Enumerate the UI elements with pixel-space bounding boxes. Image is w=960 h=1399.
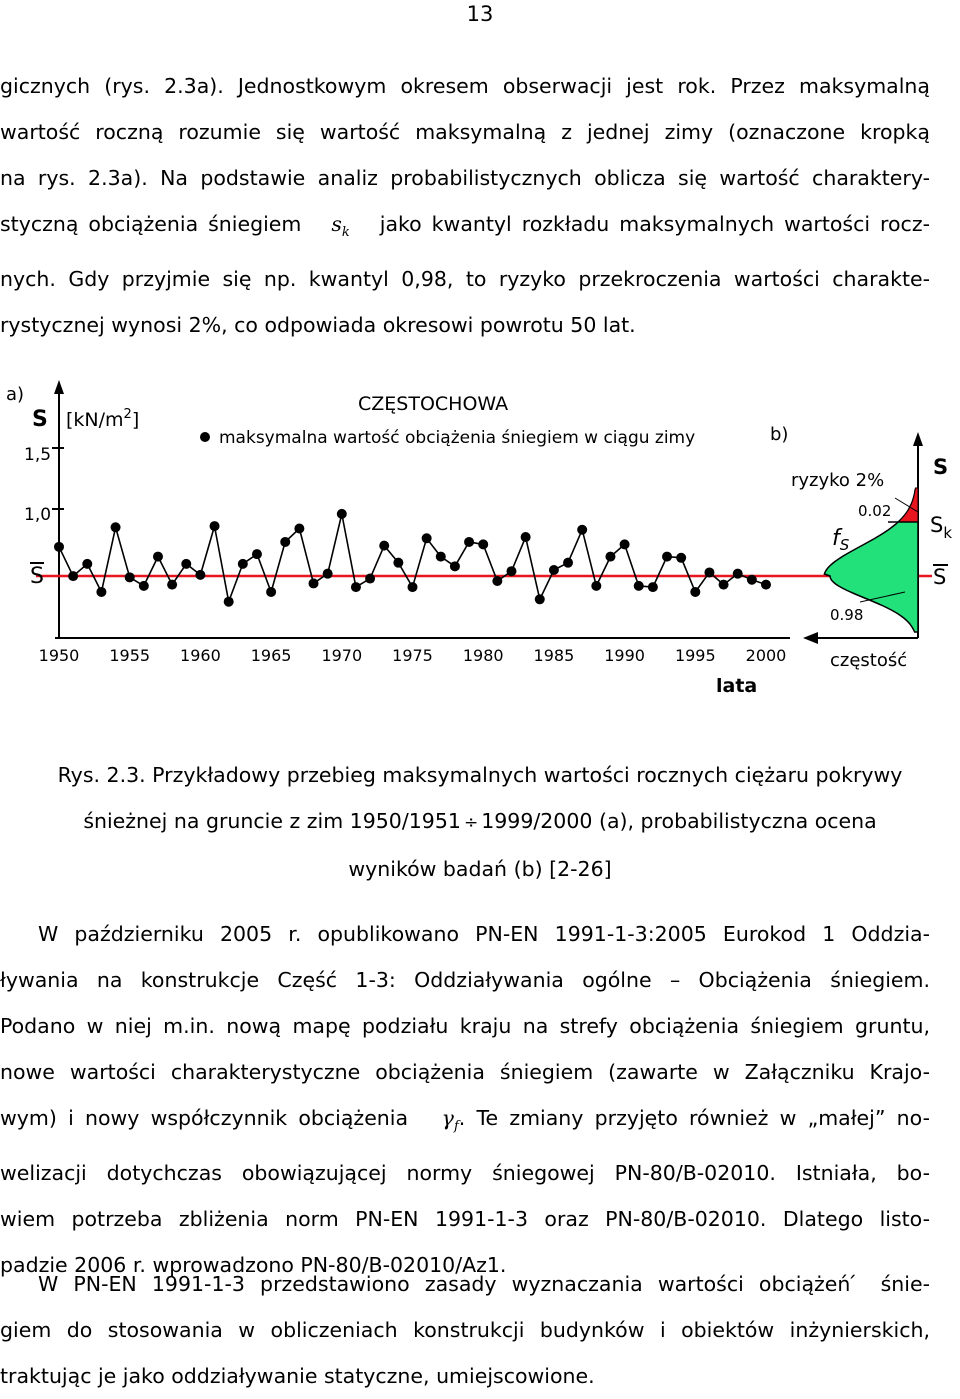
y-tick-label: 1,0 [24, 505, 52, 525]
legend-marker [200, 432, 210, 442]
text-line: nowe wartości charakterystyczne obciążenia śniegiem (zawarte w Załączniku Krajo- [0, 1060, 930, 1084]
text-line: wartość roczną rozumie się wartość maksymalną z jednej zimy (oznaczone kropką [0, 120, 930, 144]
text-line [0, 201, 930, 256]
data-point [309, 578, 319, 588]
x-tick-label: 2000 [745, 646, 787, 665]
svg-text:S: S [30, 564, 44, 589]
chart-marks [36, 380, 932, 665]
data-point [436, 552, 446, 562]
svg-text:S: S [933, 565, 947, 589]
right-sk-label: $S_k$ [930, 513, 953, 542]
data-point [690, 587, 700, 597]
text-line: ływania na konstrukcje Część 1-3: Oddziaływania ogólne – Obciążenia śniegiem. [0, 968, 930, 992]
data-point [379, 541, 389, 551]
caption-line: śnieżnej na gruncie z zim 1950/1951 ÷ 1999/2000 (a), probabilistyczna ocena [83, 809, 877, 833]
symbol-gamma: γ [441, 1106, 454, 1130]
text-fragment: . Te zmiany przyjęto również w „małej” no- [458, 1106, 930, 1130]
data-point [408, 582, 418, 592]
page-number: 13 [466, 2, 494, 26]
text-line: na rys. 2.3a). Na podstawie analiz probabilistycznych oblicza się wartość charaktery- [0, 166, 930, 190]
tail-fill [898, 488, 918, 522]
data-point [195, 570, 205, 580]
x-tick-label: 1955 [109, 646, 151, 665]
data-point [111, 522, 121, 532]
caption-line: Rys. 2.3. Przykładowy przebieg maksymalnych wartości rocznych ciężaru pokrywy [57, 763, 903, 787]
data-point [323, 569, 333, 579]
data-point [605, 552, 615, 562]
x-tick-label: 1970 [321, 646, 363, 665]
panel-b-label: b) [770, 424, 789, 445]
data-point [96, 587, 106, 597]
text-line: gicznych (rys. 2.3a). Jednostkowym okresem obserwacji jest rok. Przez maksymalną [0, 74, 930, 98]
data-point [761, 580, 771, 590]
y-axis-arrow [54, 380, 64, 394]
data-point [492, 576, 502, 586]
density-label: $f_S$ [832, 526, 850, 554]
data-point [224, 597, 234, 607]
data-point [393, 558, 403, 568]
data-point [521, 532, 531, 542]
y-axis-unit: $[kN/m^2]$ [66, 407, 140, 431]
text-line: traktując je jako oddziaływanie statyczne, umiejscowione. [0, 1364, 595, 1388]
data-point [210, 521, 220, 531]
data-point [351, 582, 361, 592]
text-line: giem do stosowania w obliczeniach konstrukcji budynków i obiektów inżynierskich, [0, 1318, 930, 1342]
data-point [662, 552, 672, 562]
symbol-subscript: f [453, 1119, 459, 1135]
x-tick-label: 1960 [180, 646, 221, 665]
frequency-label: częstość [830, 650, 908, 671]
x-tick-label: 1950 [38, 646, 80, 665]
risk-label: ryzyko 2% [791, 470, 885, 491]
data-point [535, 594, 545, 604]
text-fragment: jako kwantyl rozkładu maksymalnych wartości rocz- [379, 212, 930, 236]
text-line: welizacji dotychczas obowiązującej normy śniegowej PN-80/B-02010. Istniała, bo- [0, 1161, 930, 1186]
data-point [294, 524, 304, 534]
y-axis-mean-label [30, 563, 44, 589]
chart-svg [0, 370, 960, 710]
data-point [620, 539, 630, 549]
data-point [591, 581, 601, 591]
x-tick-label: 1965 [250, 646, 292, 665]
data-point [634, 581, 644, 591]
text-line: nych. Gdy przyjmie się np. kwantyl 0,98, to ryzyko przekroczenia wartości charakte- [0, 267, 930, 292]
paragraph-principles [0, 1261, 930, 1399]
text-line: W PN-EN 1991-1-3 przedstawiono zasady wyznaczania wartości obciążeń ́ śnie- [38, 1272, 930, 1296]
x-tick-label: 1985 [533, 646, 575, 665]
x-tick-label: 1990 [604, 646, 645, 665]
data-point [676, 553, 686, 563]
y-tick-label: 1,5 [24, 445, 52, 465]
text-line: rystycznej wynosi 2%, co odpowiada okresowi powrotu 50 lat. [0, 313, 636, 338]
data-point [68, 571, 78, 581]
data-point [422, 533, 432, 543]
caption-line: wyników badań (b) [2-26] [348, 857, 612, 881]
figure [0, 370, 960, 710]
text-line: padzie 2006 r. wprowadzono PN-80/B-02010/Az1. [0, 1253, 507, 1278]
data-point [478, 539, 488, 549]
x-tick-label: 1975 [392, 646, 433, 665]
data-point [82, 559, 92, 569]
data-point [181, 559, 191, 569]
density-axis-arrow [913, 432, 923, 446]
data-point [747, 575, 757, 585]
frequency-axis-arrow [803, 632, 818, 644]
data-point [266, 587, 276, 597]
data-point [577, 525, 587, 535]
data-point [506, 566, 516, 576]
data-point [238, 559, 248, 569]
data-point [549, 565, 559, 575]
data-point [719, 580, 729, 590]
data-point [365, 574, 375, 584]
x-tick-label: 1980 [462, 646, 504, 665]
data-point [648, 582, 658, 592]
y-axis-symbol: S [32, 407, 48, 432]
data-point [733, 569, 743, 579]
x-tick-label: 1995 [674, 646, 716, 665]
panel-a-label: a) [6, 384, 25, 405]
text-line [0, 1095, 930, 1150]
text-line: W październiku 2005 r. opublikowano PN-EN 1991-1-3:2005 Eurokod 1 Oddzia- [38, 922, 930, 946]
data-point [153, 552, 163, 562]
data-point [704, 567, 714, 577]
data-point [450, 561, 460, 571]
lower-probability: 0.98 [830, 606, 864, 624]
data-point [280, 537, 290, 547]
symbol-subscript: k [341, 225, 350, 241]
data-point [167, 580, 177, 590]
data-point [464, 537, 474, 547]
data-point [125, 572, 135, 582]
symbol-s: s [331, 212, 342, 236]
right-s-label: S [933, 455, 949, 479]
text-fragment: styczną obciążenia śniegiem [0, 212, 302, 236]
right-mean-label [933, 565, 948, 589]
figure-caption [0, 752, 960, 892]
paragraph-eurocode [0, 911, 930, 1288]
data-point [563, 558, 573, 568]
data-point [54, 542, 64, 552]
text-line: Podano w niej m.in. nową mapę podziału kraju na strefy obciążenia śniegiem gruntu, [0, 1014, 930, 1038]
chart-title: CZĘSTOCHOWA [358, 393, 509, 415]
text-line: wiem potrzeba zbliżenia norm PN-EN 1991-1-3 oraz PN-80/B-02010. Dlatego listo- [0, 1207, 930, 1232]
upper-probability: 0.02 [858, 502, 892, 520]
x-axis-label: lata [716, 675, 758, 697]
paragraph-intro [0, 63, 930, 348]
data-point [252, 549, 262, 559]
data-point [139, 581, 149, 591]
data-point [337, 509, 347, 519]
legend-label: maksymalna wartość obciążenia śniegiem w ciągu zimy [219, 428, 696, 448]
text-fragment: wym) i nowy współczynnik obciążenia [0, 1106, 409, 1130]
